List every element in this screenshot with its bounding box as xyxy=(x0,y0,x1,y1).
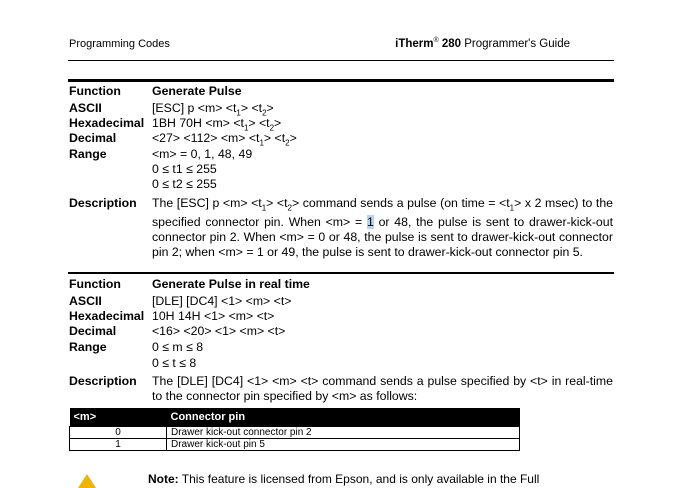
range-value: 0 ≤ t1 ≤ 255 xyxy=(152,162,217,176)
header-model: 280 xyxy=(441,37,462,50)
function-row-2 xyxy=(69,277,310,292)
function-label: Function xyxy=(69,84,121,98)
decimal-value: <16> <20> <1> <m> <t> xyxy=(152,324,286,338)
header-brand: iTherm xyxy=(395,37,434,50)
range-value: 0 ≤ t2 ≤ 255 xyxy=(152,177,217,191)
note xyxy=(148,472,539,486)
ascii-label: ASCII xyxy=(69,101,102,115)
ascii-row-2 xyxy=(69,294,291,309)
header-reg: ® xyxy=(433,37,439,44)
ascii-value: [DLE] [DC4] <1> <m> <t> xyxy=(152,294,292,308)
range-row-1 xyxy=(69,147,252,162)
header-right xyxy=(395,37,570,50)
description-label: Description xyxy=(69,374,137,388)
header-left: Programming Codes xyxy=(69,38,170,50)
section-rule-2 xyxy=(68,272,614,274)
range-value: <m> = 0, 1, 48, 49 xyxy=(152,147,253,161)
warning-icon xyxy=(78,474,96,488)
decimal-label: Decimal xyxy=(69,324,117,338)
note-text: This feature is licensed from Epson, and is only available in the Full xyxy=(178,472,540,486)
connector-table xyxy=(69,408,520,451)
range-value: 0 ≤ m ≤ 8 xyxy=(152,340,204,354)
description-label: Description xyxy=(69,196,137,210)
description-text: The [DLE] [DC4] <1> <m> <t> command sends a pulse specified by <t> in real-time to the connector pin specified by <m> as follows: xyxy=(152,374,613,403)
section-rule-1 xyxy=(68,79,614,82)
table-header: Connector pin xyxy=(167,408,520,427)
header-rule xyxy=(68,60,614,61)
range-value: 0 ≤ t ≤ 8 xyxy=(152,356,197,370)
function-row-1 xyxy=(69,84,242,99)
note-label: Note: xyxy=(148,472,179,486)
hex-label: Hexadecimal xyxy=(69,309,145,323)
table-header: <m> xyxy=(70,408,167,427)
hex-value: 10H 14H <1> <m> <t> xyxy=(152,309,275,323)
decimal-row-2 xyxy=(69,324,285,339)
description-text: The [ESC] $p <m> <t_1> <t_2>$ command sends a pulse (on time = $<t_1> x$ 2 msec) to the specified connector pin. When <m> = 1 or 48, the pulse is sent to drawer-kick-out connector pin 2. When <m> = 0 or 48, the pulse is sent to drawer-kick-out connector pin 2; when <m> = 1 or 49, the pulse is sent to drawer-kick-out connector pin 5. xyxy=(152,196,614,260)
table-cell: 0 xyxy=(70,427,167,439)
hex-row-2 xyxy=(69,309,274,324)
hex-label: Hexadecimal xyxy=(69,116,145,130)
ascii-label: ASCII xyxy=(69,294,102,308)
function-title: Generate Pulse xyxy=(152,84,242,98)
table-row xyxy=(70,427,520,439)
range-label: Range xyxy=(69,147,107,161)
table-cell: Drawer kick-out connector pin 2 xyxy=(167,427,520,439)
table-row xyxy=(70,439,520,451)
range-row-2 xyxy=(69,340,203,355)
table-cell: 1 xyxy=(70,439,167,451)
decimal-value: $<27> <112> <m> <t_1> <t_2>$ xyxy=(152,131,297,148)
header-guide: Programmer's Guide xyxy=(464,37,570,50)
table-cell: Drawer kick-out pin 5 xyxy=(167,439,520,451)
function-title: Generate Pulse in real time xyxy=(152,277,310,291)
range-label: Range xyxy=(69,340,107,354)
text-selection[interactable]: 1 xyxy=(366,215,374,230)
hex-value: 1BH $70H <m> <t_1> <t_2>$ xyxy=(152,116,282,133)
decimal-label: Decimal xyxy=(69,131,117,145)
table-header-row xyxy=(70,408,520,427)
ascii-value: [ESC] $p <m> <t_1> <t_2>$ xyxy=(152,101,274,118)
function-label: Function xyxy=(69,277,121,291)
